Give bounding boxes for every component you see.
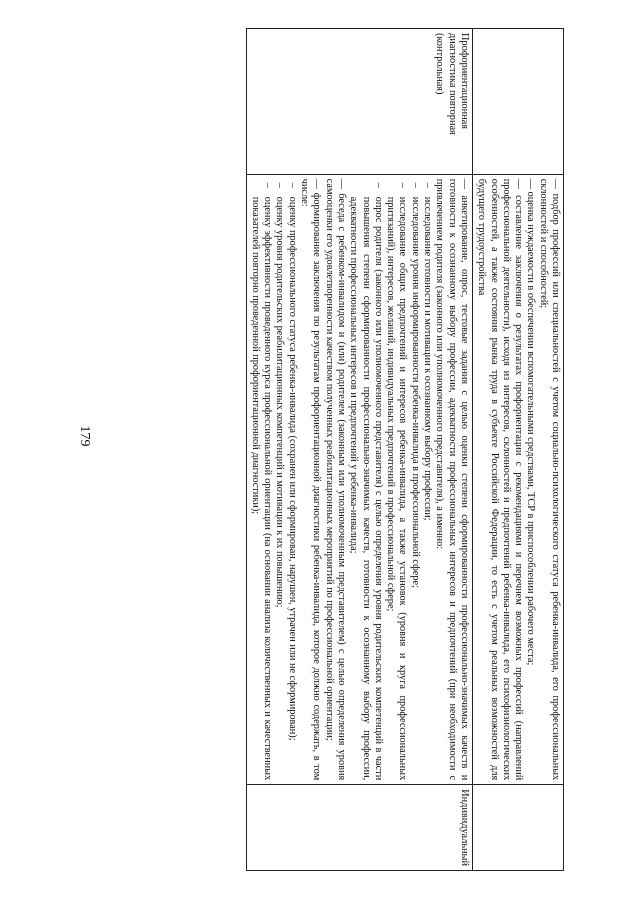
conclusion-paragraph: — формирование заключения по результатам профориентационной диагностики ребенка-инвалида, которое должно содержать, в том числе: [299, 178, 323, 781]
list-marker: – [262, 182, 274, 188]
row1-paragraph: — подбор профессий или специальностей с учетом социально-психологического статуса ребенка-инвалида, его профессиональных склонностей и способностей; [537, 178, 561, 781]
table-row-repeat-diagnostics [246, 29, 472, 871]
services-table [246, 28, 564, 871]
list-marker: – [422, 182, 434, 188]
row1-paragraph: — составление заключения о результатах профориентации с рекомендациями и перечнем возможных профессий (направлений профессиональной деятельности), исходя из интересов, склонностей и предпочтений ребенка-инвалида, его психофизиологических особенностей, а также состояния рынка труда в субъекте Российской Федерации, то есть с учетом реальных возможностей для будущего трудоустройства [476, 178, 525, 781]
list-marker: – [372, 182, 384, 188]
service-name-cell-empty [472, 29, 563, 175]
list-item: – оценку уровня родительских реабилитационных компетенций и мотивации к их повышению; [274, 182, 286, 608]
content-cell-continuation [472, 174, 563, 785]
service-name-cell: Профориентационная диагностика повторная (контрольная) [246, 29, 472, 175]
intro-paragraph: — анкетирование, опрос, тестовые задания с целью оценки степени сформированности профессионально-значимых качеств и готовности к осознанному выбору профессии, адекватности профессиональных интересов и предпочтений (при необходимости с привлечением родителя (законного или уполномоченного представителя), а именно: [434, 178, 470, 781]
list-marker: – [409, 182, 421, 188]
list-item: – исследование общих предпочтений и интересов ребенка-инвалида, а также установок (уровня и круга профессиональных притязаний), интересов, желаний, индивидуальных предпочтений в профессиональной сфере; [385, 182, 409, 781]
list-item: – опрос родителя (законного или уполномоченного представителя) с целью определения уровня родительских компетенций в части повышения степени сформированности профессионально-значимых качеств, готовности к осознанному выбору профессии, адекватности профессиональных интересов и предпочтений у ребенка-инвалида; [348, 182, 384, 781]
list-item: – оценку профессионального статуса ребенка-инвалида (сохранен или сформирован, нарушен, утрачен или не сформирован); [286, 182, 298, 741]
list-item: – исследование готовности и мотивации к осознанному выбору профессии; [422, 182, 434, 521]
conversation-paragraph: — беседа с ребенком-инвалидом и (или) родителем (законным или уполномоченным представителем) с целью определения уровня самооценки его удовлетворенности качеством полученных реабилитационных мероприятий по профессиональной ориентации; [323, 178, 347, 781]
content-cell [246, 174, 472, 785]
page-number: 179 [77, 425, 92, 447]
form-cell-empty [472, 785, 563, 871]
list-item: – исследование уровня информированности ребенка-инвалида в профессиональной сфере; [409, 182, 421, 588]
list-marker: – [274, 182, 286, 188]
form-cell: Индивидуальный [246, 785, 472, 871]
row1-paragraph: — оценка нуждаемости в обеспечении вспомогательными средствами, ТСР в приспособлении рабочего места; [525, 178, 537, 666]
table-row-continuation [472, 29, 563, 871]
list-item: – оценку эффективности проведенного курса профессиональной ориентации (на основании анализа количественных и качественных показателей повторно проведенной профориентационной диагностики); [249, 182, 274, 781]
list-marker: – [286, 182, 298, 188]
list-marker: – [397, 182, 409, 188]
